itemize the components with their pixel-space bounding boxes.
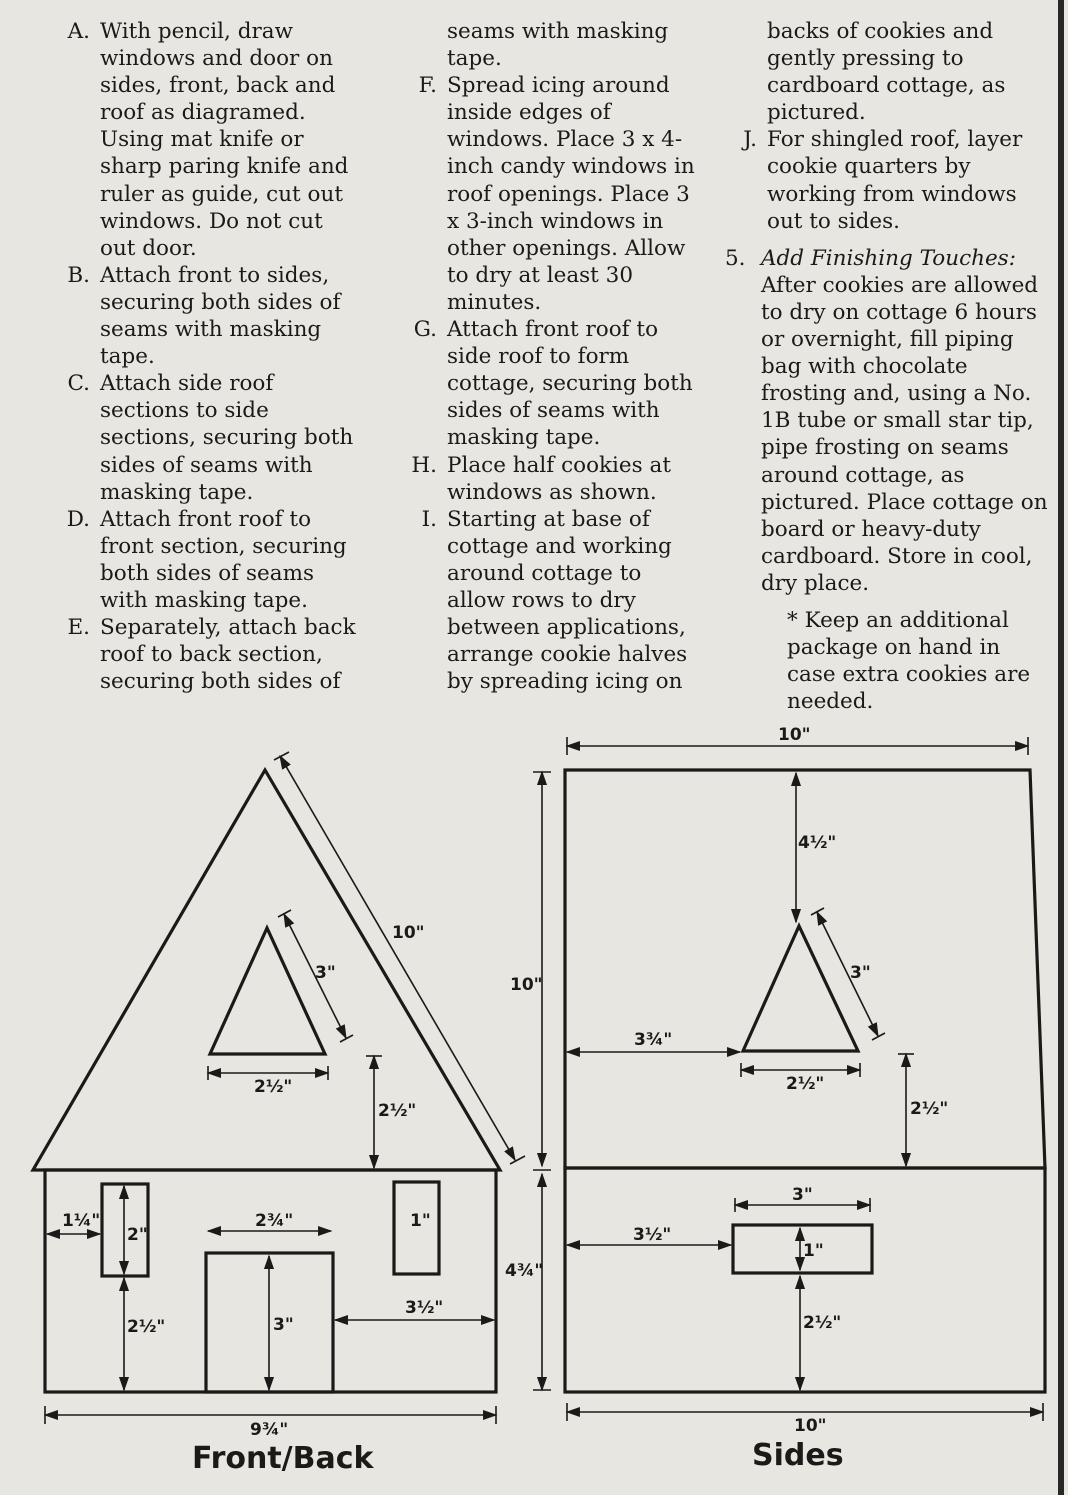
sides-dimension-labels [633, 725, 948, 1473]
dim-sides-bottom-width: 10" [794, 1416, 827, 1436]
dim-sides-roof-window-base: 2½" [786, 1074, 825, 1094]
dim-front-roof-side: 10" [392, 923, 425, 943]
dim-sides-window-bottom: 2½" [803, 1313, 842, 1333]
front-back-caption: Front/Back [192, 1441, 374, 1476]
step-g: G. Attach front roof to side roof to form cottage, securing both sides of seams with masking tape. [413, 317, 693, 451]
side-roof-window [743, 926, 858, 1051]
step-j: J. For shingled roof, layer cookie quarters by working from windows out to sides. [743, 127, 1023, 234]
dim-sides-window-width: 3" [792, 1185, 813, 1205]
step-i-continued: backs of cookies and gently pressing to cardboard cottage, as pictured. [767, 19, 1006, 126]
dim-front-total-width: 9¾" [250, 1420, 289, 1440]
dim-sides-top-width: 10" [778, 725, 811, 745]
dim-sides-total-height: 10" [510, 975, 543, 995]
step-e: E. Separately, attach back roof to back section, securing both sides of [67, 615, 356, 695]
dim-right-offset: 3½" [405, 1298, 444, 1318]
step-5-finishing: 5. Add Finishing Touches: After cookies are allowed to dry on cottage 6 hours or overnight, fill piping bag with chocolate frosting and, using a No. 1B tube or small star tip, pipe frosting on seams around cottage, as pictured. Place cottage on board or heavy-duty cardboard. Store in cool, dry place. [725, 245, 1048, 596]
dim-left-window-height: 2" [127, 1225, 148, 1245]
step-h: H. Place half cookies at windows as shown. [411, 452, 671, 505]
dim-sides-roof-window-height: 2½" [910, 1099, 949, 1119]
instructions-column-2 [405, 18, 705, 695]
dim-left-window-bottom: 2½" [127, 1317, 166, 1337]
step-c: C. Attach side roof sections to side sections, securing both sides of seams with masking tape. [67, 371, 354, 505]
dim-sides-window-height: 1" [803, 1241, 824, 1261]
front-gable-roof [33, 770, 500, 1170]
dim-door-height: 3" [273, 1315, 294, 1335]
step-d: D. Attach front roof to front section, securing both sides of seams with masking tape. [66, 506, 347, 613]
finishing-text: After cookies are allowed to dry on cottage 6 hours or overnight, fill piping bag with chocolate frosting and, using a No. 1B tube or small star tip, pipe frosting on seams around cottage, as pictured. Place cottage on board or heavy-duty cardboard. Store in cool, dry place. [761, 272, 1048, 596]
step-a: A. With pencil, draw windows and door on sides, front, back and roof as diagramed. Using mat knife or sharp paring knife and ruler as guide, cut out windows. Do not cut out door. [67, 19, 349, 261]
front-wall [45, 1170, 496, 1392]
instructions-column-1 [58, 18, 358, 695]
dim-front-roof-window-height: 2½" [378, 1101, 417, 1121]
front-roof-window [210, 928, 325, 1054]
dim-right-window-width: 1" [410, 1211, 431, 1231]
step-b: B. Attach front to sides, securing both sides of seams with masking tape. [67, 262, 341, 370]
step-i: I. Starting at base of cottage and working around cottage to allow rows to dry between applications, arrange cookie halves by spreading icing on [421, 506, 688, 695]
dim-front-roof-window-side: 3" [315, 963, 336, 983]
step-f: F. Spread icing around inside edges of windows. Place 3 x 4-inch candy windows in roof openings. Place 3 x 3-inch windows in other openings. Allow to dry at least 30 minutes. [418, 73, 695, 315]
center-height-dimensions [505, 772, 551, 1390]
cottage-pattern-diagram [0, 700, 1068, 1495]
dim-sides-window-offset: 3½" [633, 1225, 672, 1245]
instructions-column-3 [725, 18, 1055, 715]
dim-sides-roof-window-offset: 3¾" [634, 1030, 673, 1050]
footnote: * Keep an additional package on hand in case extra cookies are needed. [787, 607, 1031, 715]
dim-door-width: 2¾" [255, 1211, 294, 1231]
dim-sides-roof-top-gap: 4½" [798, 833, 837, 853]
step-e-continued: seams with masking tape. [447, 19, 669, 72]
dim-sides-roof-window-side: 3" [850, 963, 871, 983]
side-roof-panel [565, 770, 1045, 1168]
dim-front-roof-window-base: 2½" [254, 1077, 293, 1097]
dim-wall-height: 4¾" [505, 1261, 544, 1281]
dim-left-window-offset: 1¼" [62, 1211, 101, 1231]
finishing-title: Add Finishing Touches: [761, 245, 1016, 271]
sides-caption: Sides [752, 1438, 844, 1473]
